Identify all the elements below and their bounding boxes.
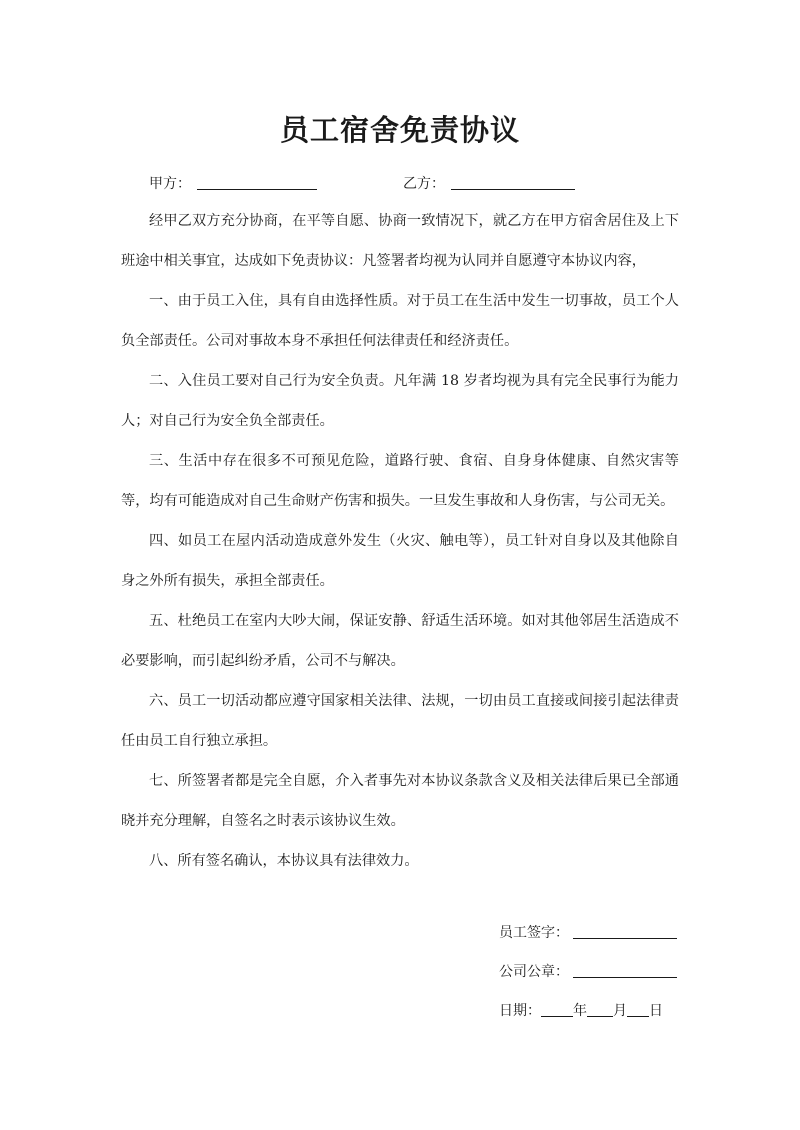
paragraph-clause-6: 六、员工一切活动都应遵守国家相关法律、法规，一切由员工直接或间接引起法律责任由员工自行独立承担。 xyxy=(121,693,679,749)
page-title: 员工宿舍免责协议 xyxy=(279,113,520,147)
party-a-field xyxy=(149,173,317,193)
year-blank xyxy=(541,1002,573,1017)
company-seal-field xyxy=(499,961,677,981)
party-a-label: 甲方： xyxy=(149,176,191,192)
party-b-label: 乙方： xyxy=(403,176,445,192)
paragraph-clause-1: 一、由于员工入住，具有自由选择性质。对于员工在生活中发生一切事故，员工个人负全部责任。公司对事故本身不承担任何法律责任和经济责任。 xyxy=(121,293,679,349)
paragraph-clause-8: 八、所有签名确认，本协议具有法律效力。 xyxy=(149,853,419,869)
employee-signature-field xyxy=(499,922,677,942)
party-a-blank xyxy=(197,175,317,190)
paragraph-intro: 经甲乙双方充分协商，在平等自愿、协商一致情况下，就乙方在甲方宿舍居住及上下班途中相关事宜，达成如下免责协议：凡签署者均视为认同并自愿遵守本协议内容， xyxy=(121,213,679,269)
paragraph-clause-4: 四、如员工在屋内活动造成意外发生（火灾、触电等），员工针对自身以及其他除自身之外所有损失，承担全部责任。 xyxy=(121,533,679,589)
agreement-body xyxy=(121,201,679,881)
month-blank xyxy=(587,1002,613,1017)
party-b-blank xyxy=(451,175,575,190)
employee-signature-blank xyxy=(573,924,677,939)
employee-signature-label: 员工签字： xyxy=(499,925,569,941)
date-label: 日期： xyxy=(499,1003,541,1019)
year-char: 年 xyxy=(573,1003,587,1019)
paragraph-clause-3: 三、生活中存在很多不可预见危险，道路行驶、食宿、自身身体健康、自然灾害等等，均有可能造成对自己生命财产伤害和损失。一旦发生事故和人身伤害，与公司无关。 xyxy=(121,453,679,509)
company-seal-label: 公司公章： xyxy=(499,964,569,980)
party-b-field xyxy=(403,173,575,193)
company-seal-blank xyxy=(573,963,677,978)
month-char: 月 xyxy=(613,1003,627,1019)
day-blank xyxy=(627,1002,649,1017)
paragraph-clause-2: 二、入住员工要对自己行为安全负责。凡年满 18 岁者均视为具有完全民事行为能力人；对自己行为安全负全部责任。 xyxy=(121,373,679,429)
paragraph-clause-7: 七、所签署者都是完全自愿，介入者事先对本协议条款含义及相关法律后果已全部通晓并充分理解，自签名之时表示该协议生效。 xyxy=(121,773,679,829)
day-char: 日 xyxy=(649,1003,663,1019)
date-field xyxy=(499,1000,663,1020)
paragraph-clause-5: 五、杜绝员工在室内大吵大闹，保证安静、舒适生活环境。如对其他邻居生活造成不必要影响，而引起纠纷矛盾，公司不与解决。 xyxy=(121,613,679,669)
